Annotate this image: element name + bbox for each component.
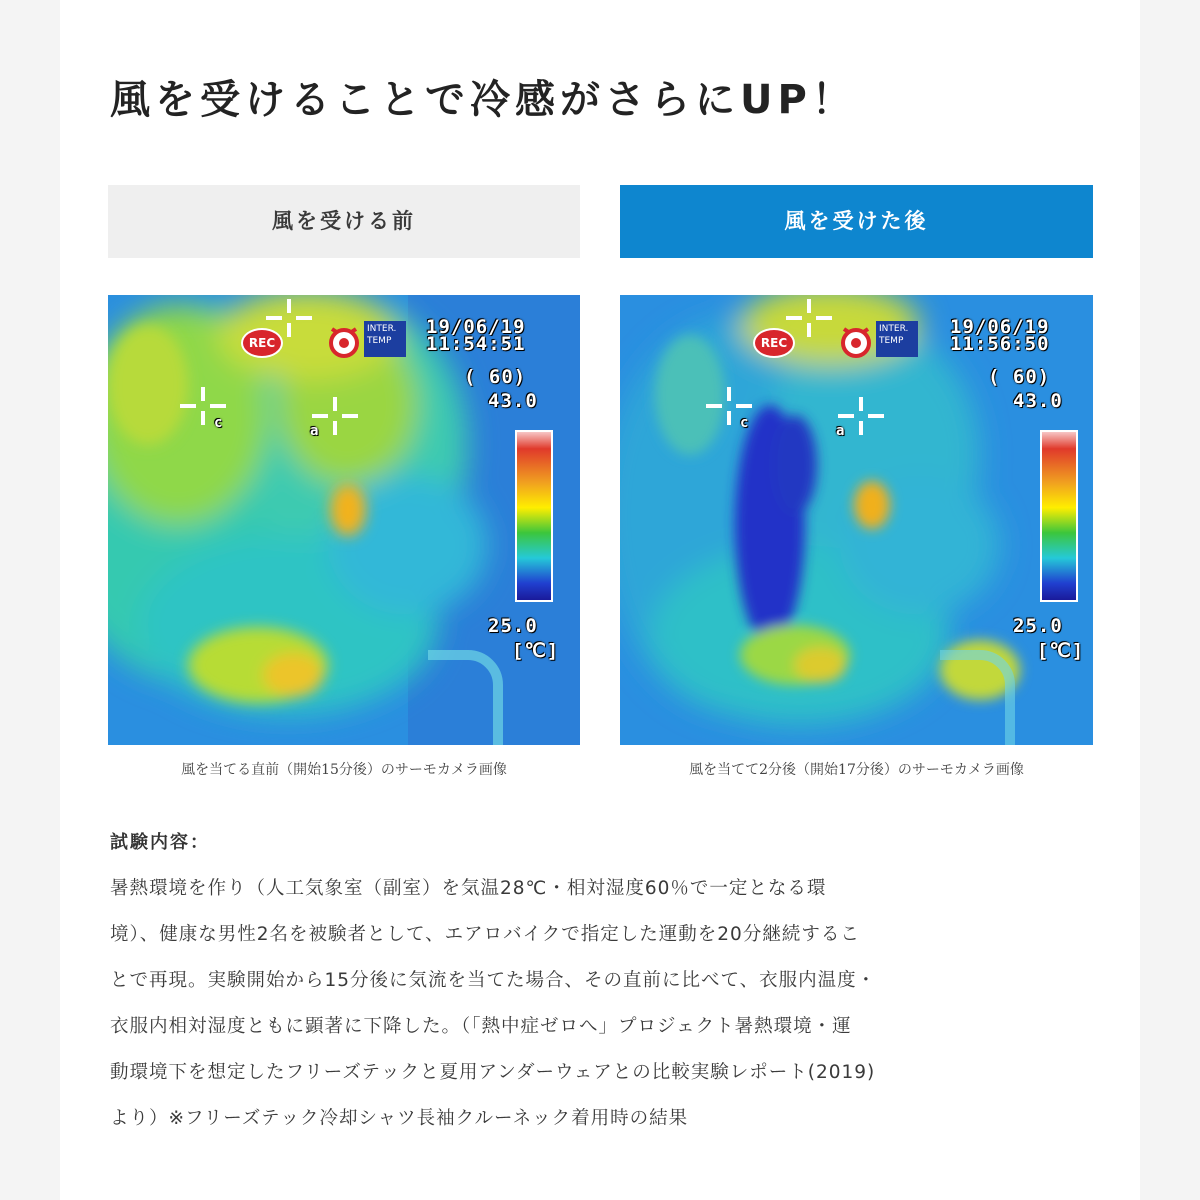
osd-counter: ( 60): [464, 366, 527, 388]
inter-temp-badge: [364, 321, 406, 357]
inter-temp-badge: [876, 321, 918, 357]
osd-time: 11:54:51: [426, 333, 526, 355]
timer-icon: [838, 323, 874, 359]
color-scale-bar: [515, 430, 553, 602]
marker-c: c: [214, 415, 223, 431]
thermal-scene-after: [620, 295, 1093, 745]
page: [60, 0, 1140, 1200]
osd-temp-min: 25.0: [1013, 615, 1063, 637]
crosshair-top-icon: [266, 299, 312, 337]
caption-before: 風を当てる直前（開始15分後）のサーモカメラ画像: [181, 762, 507, 778]
test-line: とで再現。実験開始から15分後に気流を当てた場合、その直前に比べて、衣服内温度・: [110, 970, 877, 991]
osd-unit: [℃]: [1037, 640, 1085, 662]
caption-after: 風を当てて2分後（開始17分後）のサーモカメラ画像: [689, 762, 1024, 778]
rec-indicator: REC: [753, 328, 795, 358]
crosshair-a-icon: [312, 397, 358, 435]
panel-before: [108, 185, 580, 779]
marker-a: a: [310, 423, 319, 439]
osd-unit: [℃]: [512, 640, 560, 662]
test-line: より）※フリーズテック冷却シャツ長袖クルーネック着用時の結果: [110, 1108, 689, 1129]
osd-date: 19/06/19: [950, 316, 1050, 338]
test-line: 衣服内相対湿度ともに顕著に下降した。（「熱中症ゼロへ」プロジェクト暑熱環境・運: [110, 1016, 852, 1037]
color-scale-bar: [1040, 430, 1078, 602]
test-content-label: 試験内容：: [110, 832, 210, 853]
tab-before-wind: 風を受ける前: [108, 185, 580, 258]
tab-after-wind: 風を受けた後: [620, 185, 1093, 258]
test-description: [110, 866, 1090, 1142]
panel-after: [620, 185, 1093, 779]
crosshair-a-icon: [838, 397, 884, 435]
test-line: 境）、健康な男性2名を被験者として、エアロバイクで指定した運動を20分継続するこ: [110, 924, 860, 945]
osd-time: 11:56:50: [950, 333, 1050, 355]
thermal-image-before: [108, 295, 580, 745]
inter-label: INTER.: [879, 324, 909, 334]
timer-icon: [326, 323, 362, 359]
rec-indicator: REC: [241, 328, 283, 358]
headline: 風を受けることで冷感がさらにUP！: [110, 77, 857, 123]
test-line: 動環境下を想定したフリーズテックと夏用アンダーウェアとの比較実験レポート(2019): [110, 1062, 876, 1083]
osd-date: 19/06/19: [426, 316, 526, 338]
thermal-scene-before: [108, 295, 580, 745]
temp-label: TEMP: [879, 336, 904, 346]
crosshair-top-icon: [786, 299, 832, 337]
temp-label: TEMP: [367, 336, 392, 346]
osd-counter: ( 60): [988, 366, 1051, 388]
osd-temp-min: 25.0: [488, 615, 538, 637]
osd-temp-max: 43.0: [488, 390, 538, 412]
test-line: 暑熱環境を作り（人工気象室（副室）を気温28℃・相対湿度60％で一定となる環: [110, 878, 827, 899]
marker-c: c: [740, 415, 749, 431]
marker-a: a: [836, 423, 845, 439]
osd-temp-max: 43.0: [1013, 390, 1063, 412]
thermal-image-after: [620, 295, 1093, 745]
inter-label: INTER.: [367, 324, 397, 334]
